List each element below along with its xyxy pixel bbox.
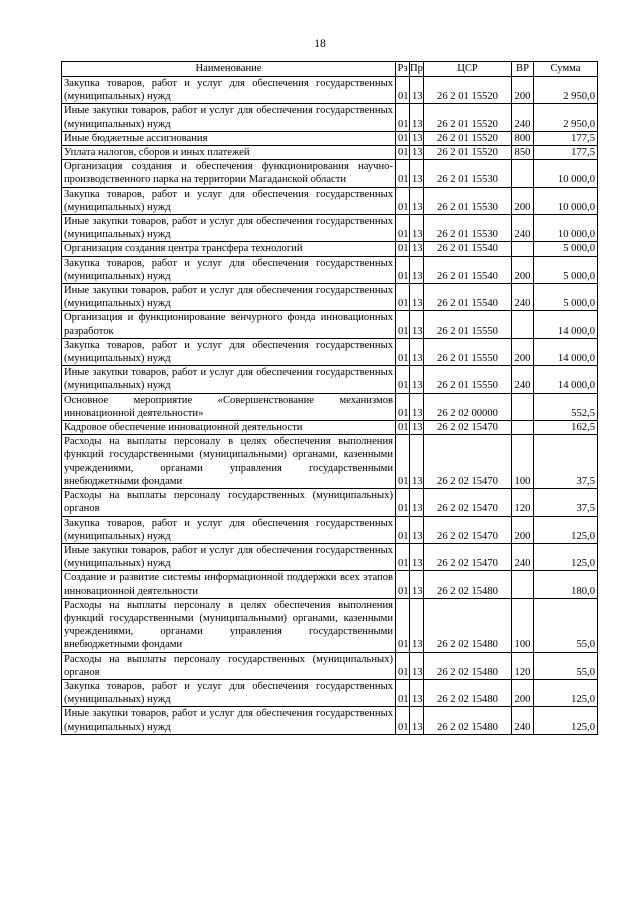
row-csr-cell: 26 2 01 15530 bbox=[424, 187, 512, 214]
row-pr-cell: 13 bbox=[410, 242, 424, 256]
row-rz-cell: 01 bbox=[396, 215, 410, 242]
row-name-cell: Закупка товаров, работ и услуг для обеспечения государственных (муниципальных) нужд bbox=[62, 77, 396, 104]
table-row bbox=[62, 652, 598, 679]
row-pr-cell: 13 bbox=[410, 707, 424, 734]
row-rz-cell: 01 bbox=[396, 571, 410, 598]
table-header-row bbox=[62, 62, 598, 77]
row-sum-cell: 55,0 bbox=[534, 598, 598, 652]
row-csr-cell: 26 2 02 15480 bbox=[424, 598, 512, 652]
row-pr-cell: 13 bbox=[410, 421, 424, 435]
row-rz-cell: 01 bbox=[396, 131, 410, 145]
table-row bbox=[62, 160, 598, 187]
row-pr-cell: 13 bbox=[410, 187, 424, 214]
row-vr-cell: 100 bbox=[512, 435, 534, 489]
row-sum-cell: 180,0 bbox=[534, 571, 598, 598]
row-vr-cell: 200 bbox=[512, 77, 534, 104]
row-rz-cell: 01 bbox=[396, 598, 410, 652]
column-header-name: Наименование bbox=[62, 62, 396, 77]
row-sum-cell: 552,5 bbox=[534, 393, 598, 420]
table-row bbox=[62, 256, 598, 283]
row-pr-cell: 13 bbox=[410, 104, 424, 131]
table-row bbox=[62, 338, 598, 365]
row-csr-cell: 26 2 01 15520 bbox=[424, 131, 512, 145]
row-name-cell: Иные закупки товаров, работ и услуг для обеспечения государственных (муниципальных) нужд bbox=[62, 366, 396, 393]
row-vr-cell: 200 bbox=[512, 338, 534, 365]
row-name-cell: Иные бюджетные ассигнования bbox=[62, 131, 396, 145]
row-vr-cell bbox=[512, 421, 534, 435]
table-row bbox=[62, 77, 598, 104]
row-vr-cell bbox=[512, 160, 534, 187]
row-sum-cell: 14 000,0 bbox=[534, 366, 598, 393]
column-header-vr: ВР bbox=[512, 62, 534, 77]
row-rz-cell: 01 bbox=[396, 311, 410, 338]
row-name-cell: Расходы на выплаты персоналу государственных (муниципальных) органов bbox=[62, 652, 396, 679]
row-sum-cell: 5 000,0 bbox=[534, 284, 598, 311]
row-pr-cell: 13 bbox=[410, 393, 424, 420]
table-row bbox=[62, 421, 598, 435]
row-rz-cell: 01 bbox=[396, 187, 410, 214]
row-vr-cell bbox=[512, 242, 534, 256]
column-header-sum: Сумма bbox=[534, 62, 598, 77]
row-rz-cell: 01 bbox=[396, 366, 410, 393]
row-rz-cell: 01 bbox=[396, 679, 410, 706]
row-csr-cell: 26 2 01 15530 bbox=[424, 160, 512, 187]
row-name-cell: Организация и функционирование венчурного фонда инновационных разработок bbox=[62, 311, 396, 338]
row-sum-cell: 2 950,0 bbox=[534, 77, 598, 104]
row-name-cell: Кадровое обеспечение инновационной деятельности bbox=[62, 421, 396, 435]
row-pr-cell: 13 bbox=[410, 311, 424, 338]
table-row bbox=[62, 366, 598, 393]
table-row bbox=[62, 146, 598, 160]
row-name-cell: Расходы на выплаты персоналу в целях обеспечения выполнения функций государственными (муниципальными) органами, казенными учреждениями, органами управления государственными внебюджетными фондами bbox=[62, 598, 396, 652]
table-row bbox=[62, 707, 598, 734]
row-rz-cell: 01 bbox=[396, 160, 410, 187]
row-csr-cell: 26 2 01 15540 bbox=[424, 242, 512, 256]
column-header-csr: ЦСР bbox=[424, 62, 512, 77]
table-row bbox=[62, 187, 598, 214]
row-rz-cell: 01 bbox=[396, 489, 410, 516]
row-vr-cell: 200 bbox=[512, 516, 534, 543]
row-name-cell: Создание и развитие системы информационной поддержки всех этапов инновационной деятельности bbox=[62, 571, 396, 598]
row-rz-cell: 01 bbox=[396, 284, 410, 311]
row-sum-cell: 14 000,0 bbox=[534, 311, 598, 338]
row-sum-cell: 10 000,0 bbox=[534, 187, 598, 214]
row-rz-cell: 01 bbox=[396, 516, 410, 543]
row-sum-cell: 125,0 bbox=[534, 543, 598, 570]
row-vr-cell: 200 bbox=[512, 187, 534, 214]
row-sum-cell: 5 000,0 bbox=[534, 256, 598, 283]
column-header-rz: Рз bbox=[396, 62, 410, 77]
row-sum-cell: 10 000,0 bbox=[534, 160, 598, 187]
row-csr-cell: 26 2 02 15470 bbox=[424, 421, 512, 435]
row-name-cell: Иные закупки товаров, работ и услуг для обеспечения государственных (муниципальных) нужд bbox=[62, 284, 396, 311]
row-rz-cell: 01 bbox=[396, 435, 410, 489]
row-csr-cell: 26 2 01 15520 bbox=[424, 77, 512, 104]
column-header-pr: Пр bbox=[410, 62, 424, 77]
row-name-cell: Закупка товаров, работ и услуг для обеспечения государственных (муниципальных) нужд bbox=[62, 338, 396, 365]
row-name-cell: Закупка товаров, работ и услуг для обеспечения государственных (муниципальных) нужд bbox=[62, 516, 396, 543]
row-pr-cell: 13 bbox=[410, 256, 424, 283]
row-name-cell: Закупка товаров, работ и услуг для обеспечения государственных (муниципальных) нужд bbox=[62, 679, 396, 706]
row-csr-cell: 26 2 02 00000 bbox=[424, 393, 512, 420]
row-name-cell: Расходы на выплаты персоналу государственных (муниципальных) органов bbox=[62, 489, 396, 516]
row-pr-cell: 13 bbox=[410, 146, 424, 160]
row-pr-cell: 13 bbox=[410, 338, 424, 365]
row-sum-cell: 37,5 bbox=[534, 489, 598, 516]
row-name-cell: Иные закупки товаров, работ и услуг для обеспечения государственных (муниципальных) нужд bbox=[62, 543, 396, 570]
row-name-cell: Организация создания центра трансфера технологий bbox=[62, 242, 396, 256]
row-sum-cell: 177,5 bbox=[534, 146, 598, 160]
row-sum-cell: 10 000,0 bbox=[534, 215, 598, 242]
row-csr-cell: 26 2 02 15470 bbox=[424, 543, 512, 570]
row-csr-cell: 26 2 01 15520 bbox=[424, 146, 512, 160]
row-sum-cell: 2 950,0 bbox=[534, 104, 598, 131]
row-csr-cell: 26 2 02 15480 bbox=[424, 652, 512, 679]
row-vr-cell: 240 bbox=[512, 707, 534, 734]
table-row bbox=[62, 393, 598, 420]
row-csr-cell: 26 2 01 15540 bbox=[424, 284, 512, 311]
row-sum-cell: 125,0 bbox=[534, 516, 598, 543]
table-row bbox=[62, 242, 598, 256]
row-sum-cell: 55,0 bbox=[534, 652, 598, 679]
row-csr-cell: 26 2 02 15480 bbox=[424, 707, 512, 734]
row-pr-cell: 13 bbox=[410, 571, 424, 598]
row-vr-cell: 850 bbox=[512, 146, 534, 160]
table-row bbox=[62, 311, 598, 338]
table-row bbox=[62, 284, 598, 311]
row-pr-cell: 13 bbox=[410, 366, 424, 393]
table-row bbox=[62, 131, 598, 145]
row-rz-cell: 01 bbox=[396, 652, 410, 679]
row-csr-cell: 26 2 01 15520 bbox=[424, 104, 512, 131]
table-row bbox=[62, 489, 598, 516]
row-csr-cell: 26 2 01 15550 bbox=[424, 311, 512, 338]
row-csr-cell: 26 2 02 15470 bbox=[424, 516, 512, 543]
row-rz-cell: 01 bbox=[396, 421, 410, 435]
row-vr-cell bbox=[512, 393, 534, 420]
row-csr-cell: 26 2 01 15550 bbox=[424, 366, 512, 393]
table-row bbox=[62, 598, 598, 652]
row-name-cell: Основное мероприятие «Совершенствование механизмов инновационной деятельности» bbox=[62, 393, 396, 420]
row-sum-cell: 14 000,0 bbox=[534, 338, 598, 365]
table-row bbox=[62, 435, 598, 489]
row-vr-cell: 240 bbox=[512, 215, 534, 242]
row-pr-cell: 13 bbox=[410, 215, 424, 242]
row-pr-cell: 13 bbox=[410, 77, 424, 104]
row-csr-cell: 26 2 02 15480 bbox=[424, 571, 512, 598]
row-rz-cell: 01 bbox=[396, 104, 410, 131]
row-rz-cell: 01 bbox=[396, 77, 410, 104]
row-name-cell: Закупка товаров, работ и услуг для обеспечения государственных (муниципальных) нужд bbox=[62, 256, 396, 283]
row-sum-cell: 125,0 bbox=[534, 679, 598, 706]
row-pr-cell: 13 bbox=[410, 679, 424, 706]
row-name-cell: Иные закупки товаров, работ и услуг для обеспечения государственных (муниципальных) нужд bbox=[62, 707, 396, 734]
table-row bbox=[62, 543, 598, 570]
row-sum-cell: 177,5 bbox=[534, 131, 598, 145]
row-rz-cell: 01 bbox=[396, 146, 410, 160]
row-name-cell: Иные закупки товаров, работ и услуг для обеспечения государственных (муниципальных) нужд bbox=[62, 104, 396, 131]
row-vr-cell: 240 bbox=[512, 366, 534, 393]
row-csr-cell: 26 2 02 15480 bbox=[424, 679, 512, 706]
row-csr-cell: 26 2 01 15540 bbox=[424, 256, 512, 283]
row-sum-cell: 125,0 bbox=[534, 707, 598, 734]
row-pr-cell: 13 bbox=[410, 284, 424, 311]
row-name-cell: Организация создания и обеспечения функционирования научно-производственного парка на территории Магаданской области bbox=[62, 160, 396, 187]
row-rz-cell: 01 bbox=[396, 242, 410, 256]
row-pr-cell: 13 bbox=[410, 543, 424, 570]
row-csr-cell: 26 2 01 15550 bbox=[424, 338, 512, 365]
budget-table bbox=[61, 61, 598, 735]
row-rz-cell: 01 bbox=[396, 393, 410, 420]
budget-table-body bbox=[62, 77, 598, 735]
table-row bbox=[62, 571, 598, 598]
row-vr-cell: 240 bbox=[512, 284, 534, 311]
row-pr-cell: 13 bbox=[410, 598, 424, 652]
row-vr-cell: 200 bbox=[512, 256, 534, 283]
row-sum-cell: 5 000,0 bbox=[534, 242, 598, 256]
row-name-cell: Уплата налогов, сборов и иных платежей bbox=[62, 146, 396, 160]
row-sum-cell: 37,5 bbox=[534, 435, 598, 489]
row-pr-cell: 13 bbox=[410, 131, 424, 145]
row-pr-cell: 13 bbox=[410, 160, 424, 187]
row-vr-cell: 120 bbox=[512, 489, 534, 516]
page-number: 18 bbox=[314, 38, 326, 50]
row-rz-cell: 01 bbox=[396, 707, 410, 734]
table-row bbox=[62, 215, 598, 242]
row-rz-cell: 01 bbox=[396, 256, 410, 283]
row-pr-cell: 13 bbox=[410, 489, 424, 516]
row-vr-cell: 200 bbox=[512, 679, 534, 706]
row-vr-cell: 100 bbox=[512, 598, 534, 652]
row-pr-cell: 13 bbox=[410, 652, 424, 679]
table-row bbox=[62, 104, 598, 131]
table-row bbox=[62, 679, 598, 706]
row-rz-cell: 01 bbox=[396, 543, 410, 570]
table-row bbox=[62, 516, 598, 543]
row-rz-cell: 01 bbox=[396, 338, 410, 365]
row-csr-cell: 26 2 01 15530 bbox=[424, 215, 512, 242]
row-vr-cell: 240 bbox=[512, 543, 534, 570]
row-vr-cell bbox=[512, 571, 534, 598]
row-name-cell: Иные закупки товаров, работ и услуг для обеспечения государственных (муниципальных) нужд bbox=[62, 215, 396, 242]
row-pr-cell: 13 bbox=[410, 435, 424, 489]
row-vr-cell: 120 bbox=[512, 652, 534, 679]
row-pr-cell: 13 bbox=[410, 516, 424, 543]
row-vr-cell: 800 bbox=[512, 131, 534, 145]
row-vr-cell: 240 bbox=[512, 104, 534, 131]
row-csr-cell: 26 2 02 15470 bbox=[424, 435, 512, 489]
row-sum-cell: 162,5 bbox=[534, 421, 598, 435]
row-name-cell: Расходы на выплаты персоналу в целях обеспечения выполнения функций государственными (муниципальными) органами, казенными учреждениями, органами управления государственными внебюджетными фондами bbox=[62, 435, 396, 489]
row-csr-cell: 26 2 02 15470 bbox=[424, 489, 512, 516]
row-name-cell: Закупка товаров, работ и услуг для обеспечения государственных (муниципальных) нужд bbox=[62, 187, 396, 214]
row-vr-cell bbox=[512, 311, 534, 338]
